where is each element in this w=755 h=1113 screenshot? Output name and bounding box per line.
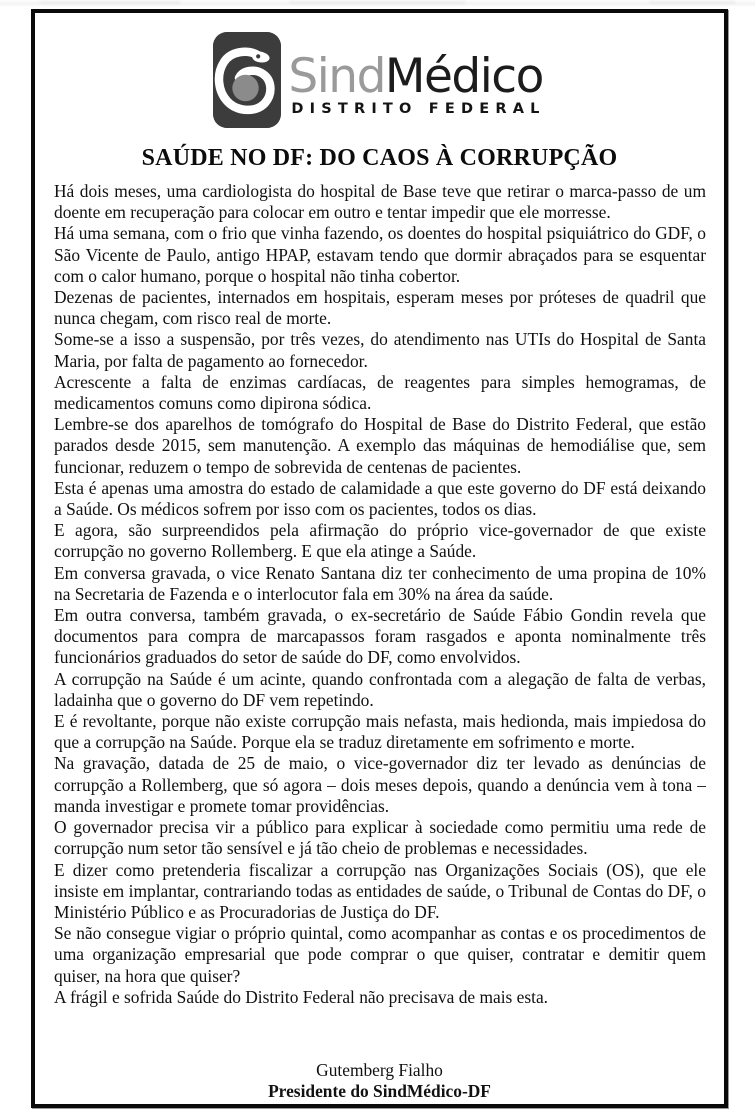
- paragraph: E dizer como pretenderia fiscalizar a corrupção nas Organizações Sociais (OS), que ele insiste em implantar, contrariando todas as entidades de saúde, o Tribunal de Contas do DF, o Ministério Público e as Procuradorias de Justiça do DF.: [54, 859, 706, 922]
- paragraph: Some-se a isso a suspensão, por três vezes, do atendimento nas UTIs do Hospital de Santa Maria, por falta de pagamento ao fornecedor.: [54, 329, 706, 371]
- paragraph: Esta é apenas uma amostra do estado de calamidade a que este governo do DF está deixando a Saúde. Os médicos sofrem por isso com os pacientes, todos os dias.: [54, 477, 706, 520]
- wordmark-sind: Sind: [288, 48, 385, 104]
- scan-smudge: [40, 1, 180, 4]
- paragraph: Acrescente a falta de enzimas cardíacas, de reagentes para simples hemogramas, de medicamentos comuns como dipirona sódica.: [54, 371, 706, 414]
- signatory-name: Gutemberg Fialho: [316, 1059, 443, 1080]
- paragraph: A frágil e sofrida Saúde do Distrito Federal não precisava de mais esta.: [54, 986, 549, 1007]
- wordmark-medico: Médico: [384, 48, 543, 104]
- wordmark-text: [288, 48, 545, 104]
- advertisement-frame: [31, 9, 728, 1108]
- paragraph: O governador precisa vir a público para explicar à sociedade como permitiu uma rede de corrupção num setor tão sensível e já tão cheio de problemas e necessidades.: [54, 817, 706, 859]
- paragraph: Em outra conversa, também gravada, o ex-secretário de Saúde Fábio Gondin revela que documentos para compra de marcapassos foram rasgados e aponta nominalmente três funcionários graduados do setor de saúde do DF, como envolvidos.: [54, 605, 706, 668]
- paragraph: Dezenas de pacientes, internados em hospitais, esperam meses por próteses de quadril que nunca chegam, com risco real de morte.: [54, 287, 706, 329]
- body-copy: [43, 181, 716, 1008]
- paragraph: Lembre-se dos aparelhos de tomógrafo do Hospital de Base do Distrito Federal, que estão parados desde 2015, sem manutenção. A exemplo das máquinas de hemodiálise que, sem funcionar, reduzem o tempo de sobrevida de centenas de pacientes.: [54, 414, 706, 477]
- advertisement-content: [35, 13, 724, 1104]
- paragraph: E é revoltante, porque não existe corrupção mais nefasta, mais hedionda, mais impiedosa do que a corrupção na Saúde. Porque ela se traduz diretamente em sofrimento e morte.: [54, 711, 706, 753]
- wordmark-subtitle: DISTRITO FEDERAL: [291, 101, 546, 118]
- sindmedico-wordmark: [288, 48, 546, 118]
- paragraph: Em conversa gravada, o vice Renato Santana diz ter conhecimento de uma propina de 10% na Secretaria de Fazenda e o interlocutor fala em 30% na área da saúde.: [54, 562, 706, 604]
- signature-block: [43, 1060, 716, 1102]
- signatory-role: Presidente do SindMédico-DF: [268, 1080, 491, 1101]
- sindmedico-serpent-emblem-icon: [213, 32, 281, 128]
- paragraph: Na gravação, datada de 25 de maio, o vice-governador diz ter levado as denúncias de corrupção a Rollemberg, que só agora – dois meses depois, quando a denúncia vem à tona – manda investigar e promete tomar providências.: [54, 753, 706, 816]
- paragraph: A corrupção na Saúde é um acinte, quando confrontada com a alegação de falta de verbas, ladainha que o governo do DF vem repetindo.: [54, 668, 706, 710]
- masthead: [43, 27, 716, 133]
- paragraph: E agora, são surpreendidos pela afirmação do próprio vice-governador de que existe corrupção no governo Rollemberg. E que ela atinge a Saúde.: [54, 520, 706, 562]
- scan-smudge: [650, 1, 735, 4]
- paragraph: Há uma semana, com o frio que vinha fazendo, os doentes do hospital psiquiátrico do GDF, o São Vicente de Paulo, antigo HPAP, estavam tendo que dormir abraçados para se esquentar com o calor humano, porque o hospital não tinha cobertor.: [54, 223, 706, 286]
- scan-smudge: [290, 1, 465, 4]
- paragraph: Há dois meses, uma cardiologista do hospital de Base teve que retirar o marca-passo de um doente em recuperação para colocar em outro e tentar impedir que ele morresse.: [54, 181, 706, 223]
- page-title: SAÚDE NO DF: DO CAOS À CORRUPÇÃO: [141, 145, 618, 171]
- scan-artifact-strip: [0, 0, 755, 7]
- paragraph: Se não consegue vigiar o próprio quintal, como acompanhar as contas e os procedimentos de uma organização empresarial que pode comprar o que quiser, contratar e demitir quem quiser, na hora que quiser?: [54, 923, 706, 986]
